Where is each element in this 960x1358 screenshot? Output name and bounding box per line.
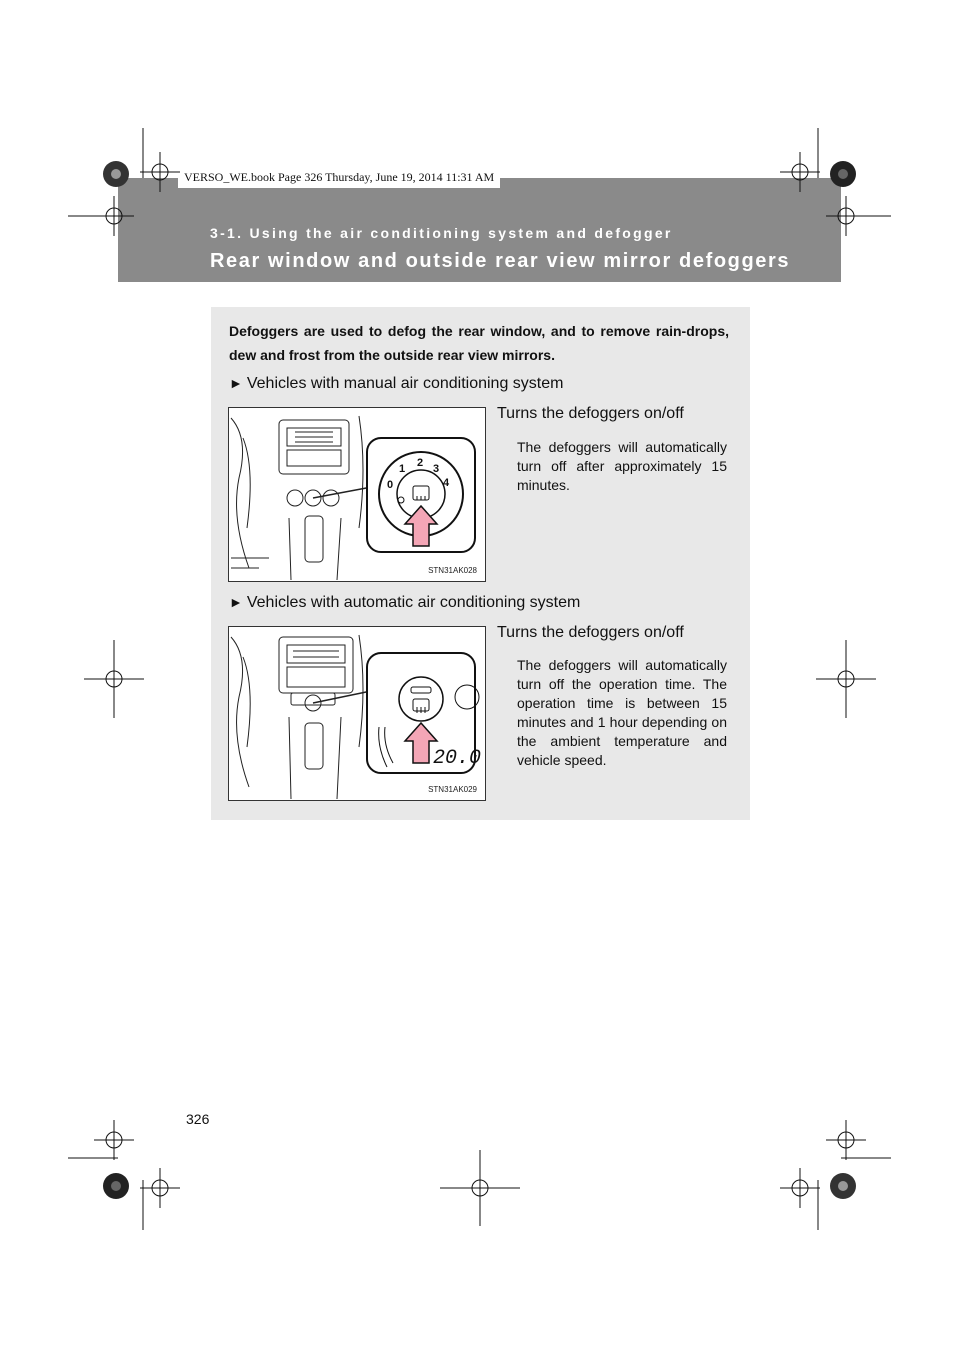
variant-label: Vehicles with manual air conditioning system [246,375,564,392]
page-title: Rear window and outside rear view mirror defoggers [210,250,791,272]
registration-mark-icon [140,1168,180,1208]
variant-label: Vehicles with automatic air conditioning system [246,594,581,611]
registration-mark-icon [94,196,134,236]
registration-mark-icon [140,152,180,192]
book-info: VERSO_WE.book Page 326 Thursday, June 19, 2014 11:31 AM [178,166,500,188]
registration-mark-icon [780,1168,820,1208]
step-note-automatic: The defoggers will automatically turn off the operation time. The operation time is between 15 minutes and 1 hour depending on the ambient temperature and vehicle speed. [517,657,727,768]
intro-text: Defoggers are used to defog the rear window, and to remove rain-drops, dew and frost from the outside rear view mirrors. [229,323,729,363]
dial-number: 0 [387,479,394,491]
figure-code: STN31AK029 [428,785,477,794]
registration-mark-icon [816,640,876,718]
step-note-manual: The defoggers will automatically turn off after approximately 15 minutes. [517,439,727,493]
dial-number: 4 [443,477,450,489]
step-heading-manual: Turns the defoggers on/off [497,405,684,422]
step-heading-automatic: Turns the defoggers on/off [497,624,684,641]
registration-mark-icon [780,152,820,192]
registration-mark-icon [84,640,144,718]
registration-mark-icon [103,161,129,187]
registration-mark-icon [830,161,856,187]
registration-mark-icon [440,1150,520,1226]
dial-number: 2 [417,457,424,469]
dial-number: 1 [399,463,406,475]
figure-code: STN31AK028 [428,566,477,575]
dial-number: 3 [433,463,440,475]
temperature-display: 20.0 [433,747,482,770]
registration-mark-icon [826,196,866,236]
pointer-marker: ► [229,594,243,610]
page-number: 326 [186,1111,210,1127]
pointer-marker: ► [229,375,243,391]
registration-mark-icon [103,1173,129,1199]
registration-mark-icon [826,1120,866,1160]
registration-mark-icon [94,1120,134,1160]
registration-mark-icon [830,1173,856,1199]
section-label: 3-1. Using the air conditioning system and defogger [210,225,673,241]
